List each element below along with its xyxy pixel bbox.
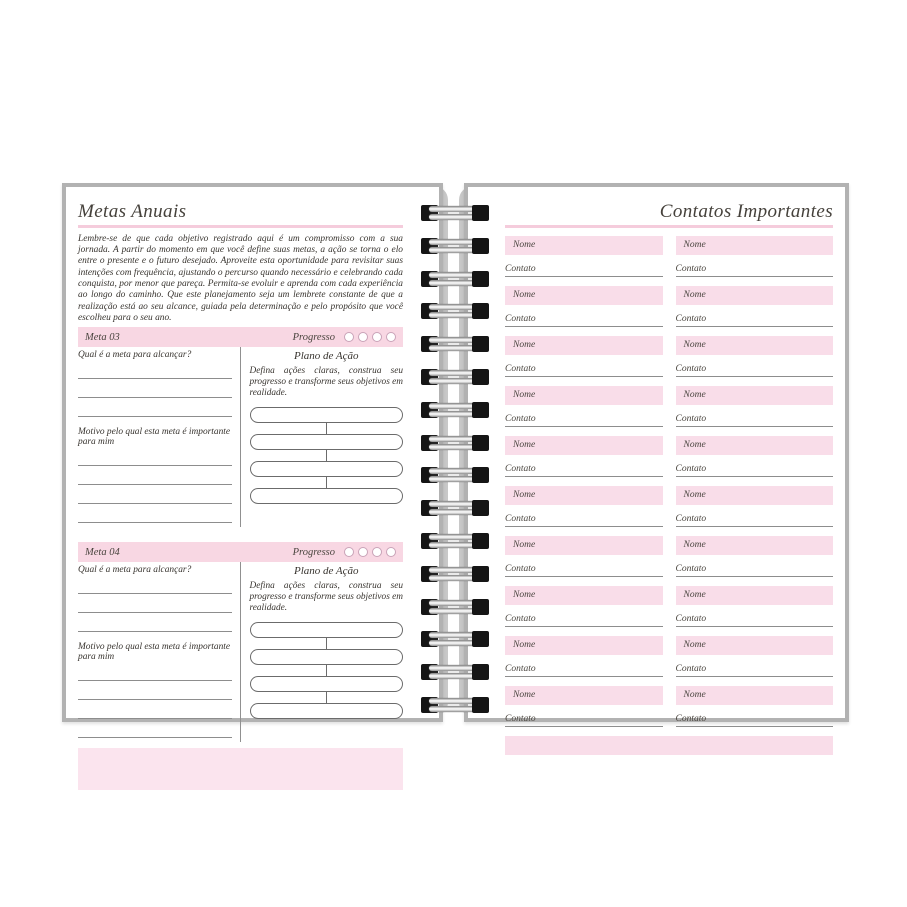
contact-label: Contato xyxy=(675,663,707,674)
coil-hole-right xyxy=(472,664,489,680)
write-line xyxy=(78,398,232,417)
write-line xyxy=(78,681,232,700)
contact-field xyxy=(676,405,834,427)
name-field xyxy=(505,536,663,555)
meta-label: Meta 04 xyxy=(85,546,120,558)
coil-hole-right xyxy=(472,500,489,516)
progress-circle xyxy=(386,332,396,342)
contact-label: Contato xyxy=(505,263,536,274)
step-connector xyxy=(326,692,327,703)
goal-reason-label: Motivo pelo qual esta meta é importante para mim xyxy=(78,642,231,663)
meta-header-band xyxy=(78,327,403,347)
spiral-coil xyxy=(421,435,489,451)
contact-field xyxy=(676,355,834,377)
spiral-coil xyxy=(421,533,489,549)
write-line xyxy=(78,504,232,523)
contact-entry xyxy=(676,636,834,677)
meta-body xyxy=(78,347,403,527)
name-field xyxy=(676,586,834,605)
goal-write-lines xyxy=(78,575,232,632)
write-line xyxy=(78,360,232,379)
action-steps xyxy=(250,622,404,719)
reason-write-lines xyxy=(78,447,232,523)
contact-entry xyxy=(505,236,663,277)
contact-label: Contato xyxy=(505,663,536,674)
contact-field xyxy=(505,605,663,627)
action-step-pill xyxy=(250,649,404,665)
progress-label: Progresso xyxy=(292,331,335,343)
contact-entry xyxy=(505,586,663,627)
coil-hole-right xyxy=(472,566,489,582)
progress-circle xyxy=(386,547,396,557)
contacts-grid xyxy=(505,236,833,727)
spiral-coil xyxy=(421,336,489,352)
footer-band xyxy=(505,736,833,755)
action-step-pill xyxy=(250,407,404,423)
contact-entry xyxy=(676,236,834,277)
action-plan-title: Plano de Ação xyxy=(293,350,359,363)
contact-entry xyxy=(676,336,834,377)
spiral-coil xyxy=(421,599,489,615)
write-line xyxy=(78,485,232,504)
page-title-contatos-importantes: Contatos Importantes xyxy=(659,201,833,222)
name-label: Nome xyxy=(683,340,706,351)
left-page xyxy=(62,183,443,722)
contact-entry xyxy=(505,386,663,427)
action-step-pill xyxy=(250,703,404,719)
coil-hole-right xyxy=(472,533,489,549)
contact-field xyxy=(676,655,834,677)
spiral-coil xyxy=(421,205,489,221)
goal-question-label: Qual é a meta para alcançar? xyxy=(78,565,192,576)
contact-label: Contato xyxy=(675,313,707,324)
goal-write-lines xyxy=(78,360,232,417)
name-field xyxy=(505,236,663,255)
spiral-coil xyxy=(421,402,489,418)
progress-tracker xyxy=(293,332,396,343)
meta-body xyxy=(78,562,403,742)
contact-label: Contato xyxy=(505,413,536,424)
write-line xyxy=(78,700,232,719)
contact-label: Contato xyxy=(675,363,707,374)
meta-header-band xyxy=(78,542,403,562)
coil-hole-right xyxy=(472,271,489,287)
name-label: Nome xyxy=(683,540,706,551)
coil-hole-right xyxy=(472,435,489,451)
meta-label: Meta 03 xyxy=(85,331,120,343)
meta-section xyxy=(78,542,403,742)
write-line xyxy=(78,379,232,398)
name-field xyxy=(676,636,834,655)
name-field xyxy=(676,386,834,405)
spiral-coil xyxy=(421,238,489,254)
coil-hole-right xyxy=(472,238,489,254)
write-line xyxy=(78,613,232,632)
coil-hole-right xyxy=(472,303,489,319)
contact-field xyxy=(676,705,834,727)
name-field xyxy=(676,536,834,555)
spiral-coil xyxy=(421,697,489,713)
name-label: Nome xyxy=(513,340,536,351)
contact-field xyxy=(676,305,834,327)
meta-section xyxy=(78,327,403,527)
contact-field xyxy=(505,455,663,477)
contact-label: Contato xyxy=(505,563,536,574)
name-label: Nome xyxy=(683,690,706,701)
contact-entry xyxy=(676,586,834,627)
action-step-pill xyxy=(250,461,404,477)
name-label: Nome xyxy=(513,490,536,501)
name-label: Nome xyxy=(683,590,706,601)
step-connector xyxy=(326,450,327,461)
name-label: Nome xyxy=(513,540,536,551)
name-label: Nome xyxy=(513,590,536,601)
contact-label: Contato xyxy=(675,613,707,624)
contact-label: Contato xyxy=(675,713,707,724)
name-label: Nome xyxy=(683,490,706,501)
goal-reason-label: Motivo pelo qual esta meta é importante para mim xyxy=(78,427,231,448)
right-page xyxy=(464,183,849,722)
name-label: Nome xyxy=(513,290,536,301)
name-label: Nome xyxy=(513,390,536,401)
action-plan-caption: Defina ações claras, construa seu progresso e transforme seus objetivos em realidade. xyxy=(249,581,403,614)
name-label: Nome xyxy=(683,640,706,651)
contact-entry xyxy=(676,536,834,577)
coil-hole-right xyxy=(472,369,489,385)
name-label: Nome xyxy=(683,240,706,251)
contact-label: Contato xyxy=(675,563,707,574)
contact-field xyxy=(505,655,663,677)
contact-label: Contato xyxy=(505,463,536,474)
name-field xyxy=(505,336,663,355)
action-step-pill xyxy=(250,488,404,504)
name-label: Nome xyxy=(513,640,536,651)
action-steps xyxy=(250,407,404,504)
progress-circle xyxy=(372,332,382,342)
write-line xyxy=(78,447,232,466)
contact-field xyxy=(505,405,663,427)
spiral-coil xyxy=(421,664,489,680)
coil-hole-right xyxy=(472,205,489,221)
notes-box xyxy=(78,748,403,790)
name-field xyxy=(505,486,663,505)
spiral-coil xyxy=(421,566,489,582)
contact-label: Contato xyxy=(505,513,536,524)
contact-label: Contato xyxy=(505,313,536,324)
name-field xyxy=(676,436,834,455)
contact-entry xyxy=(676,386,834,427)
action-plan-title: Plano de Ação xyxy=(293,565,359,578)
step-connector xyxy=(326,665,327,676)
spiral-coil xyxy=(421,369,489,385)
contact-label: Contato xyxy=(675,513,707,524)
title-underline xyxy=(505,225,833,228)
write-line xyxy=(78,662,232,681)
contact-field xyxy=(676,255,834,277)
contact-field xyxy=(676,605,834,627)
goal-question-label: Qual é a meta para alcançar? xyxy=(78,350,192,361)
contact-label: Contato xyxy=(505,363,536,374)
contact-label: Contato xyxy=(675,463,707,474)
spiral-coil xyxy=(421,303,489,319)
contact-field xyxy=(505,505,663,527)
contact-entry xyxy=(505,486,663,527)
coil-hole-right xyxy=(472,467,489,483)
goal-column xyxy=(78,562,241,742)
coil-hole-right xyxy=(472,697,489,713)
contact-label: Contato xyxy=(675,263,707,274)
spiral-coil xyxy=(421,271,489,287)
coil-hole-right xyxy=(472,631,489,647)
title-underline xyxy=(78,225,403,228)
contact-entry xyxy=(676,436,834,477)
contact-field xyxy=(505,705,663,727)
action-plan-column xyxy=(241,562,404,742)
name-field xyxy=(505,586,663,605)
name-field xyxy=(676,286,834,305)
goal-column xyxy=(78,347,241,527)
name-label: Nome xyxy=(683,440,706,451)
contact-label: Contato xyxy=(505,713,536,724)
write-line xyxy=(78,594,232,613)
write-line xyxy=(78,719,232,738)
contact-entry xyxy=(505,336,663,377)
action-plan-caption: Defina ações claras, construa seu progresso e transforme seus objetivos em realidade. xyxy=(249,366,403,399)
progress-circle xyxy=(372,547,382,557)
contact-entry xyxy=(676,286,834,327)
contact-entry xyxy=(505,286,663,327)
progress-label: Progresso xyxy=(292,546,335,558)
name-field xyxy=(505,286,663,305)
name-label: Nome xyxy=(513,440,536,451)
name-field xyxy=(676,486,834,505)
contact-entry xyxy=(676,686,834,727)
spiral-coil xyxy=(421,500,489,516)
name-field xyxy=(505,636,663,655)
action-step-pill xyxy=(250,622,404,638)
write-line xyxy=(78,575,232,594)
contact-label: Contato xyxy=(675,413,707,424)
name-label: Nome xyxy=(683,290,706,301)
coil-hole-right xyxy=(472,336,489,352)
coil-hole-right xyxy=(472,599,489,615)
name-field xyxy=(505,686,663,705)
contact-field xyxy=(676,455,834,477)
spiral-coil xyxy=(421,631,489,647)
contact-entry xyxy=(505,636,663,677)
action-plan-column xyxy=(241,347,404,527)
progress-circle xyxy=(344,547,354,557)
write-line xyxy=(78,466,232,485)
contact-field xyxy=(505,555,663,577)
reason-write-lines xyxy=(78,662,232,738)
progress-tracker xyxy=(293,547,396,558)
progress-circle xyxy=(358,547,368,557)
name-field xyxy=(505,436,663,455)
intro-paragraph: Lembre-se de que cada objetivo registrado aqui é um compromisso com a sua jornada. A partir do momento em que você define suas metas, a ação se torna o elo entre o presente e o futuro desejado. Aproveite esta oportunidade para revisitar suas intenções com frequência, ajustando o percurso quando necessário e celebrando cada conquista, por menor que pareça. Permita-se evoluir e aprenda com cada experiência ao longo do caminho. Que este planejamento seja um lembrete constante de que a realização está ao seu alcance, guiada pela determinação e pelo propósito que você escolheu para o seu ano. xyxy=(78,233,403,323)
step-connector xyxy=(326,423,327,434)
step-connector xyxy=(326,638,327,649)
contact-entry xyxy=(676,486,834,527)
name-label: Nome xyxy=(513,690,536,701)
contact-label: Contato xyxy=(505,613,536,624)
progress-circle xyxy=(358,332,368,342)
contact-field xyxy=(505,255,663,277)
name-field xyxy=(676,336,834,355)
contact-entry xyxy=(505,686,663,727)
coil-hole-right xyxy=(472,402,489,418)
page-title-metas-anuais: Metas Anuais xyxy=(78,201,187,222)
step-connector xyxy=(326,477,327,488)
contact-entry xyxy=(505,436,663,477)
meta-sections xyxy=(78,327,403,742)
name-label: Nome xyxy=(513,240,536,251)
action-step-pill xyxy=(250,676,404,692)
name-field xyxy=(676,236,834,255)
progress-circle xyxy=(344,332,354,342)
action-step-pill xyxy=(250,434,404,450)
contact-field xyxy=(676,555,834,577)
contact-field xyxy=(505,305,663,327)
contact-field xyxy=(505,355,663,377)
spiral-coil xyxy=(421,467,489,483)
name-field xyxy=(505,386,663,405)
name-field xyxy=(676,686,834,705)
contact-entry xyxy=(505,536,663,577)
contact-field xyxy=(676,505,834,527)
name-label: Nome xyxy=(683,390,706,401)
